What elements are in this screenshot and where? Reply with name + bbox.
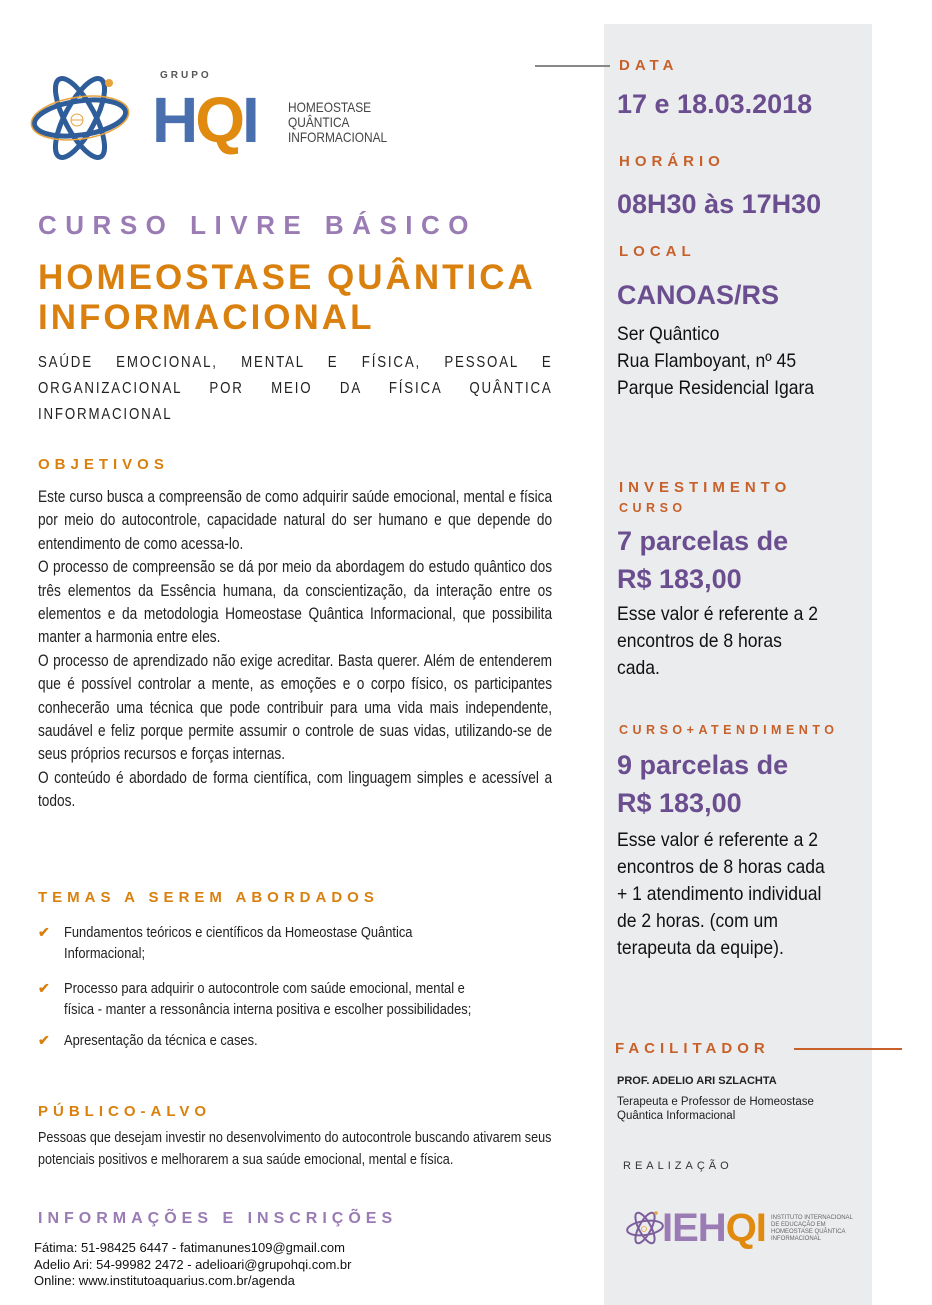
combo-note <box>617 827 825 962</box>
logo-letters <box>152 84 257 156</box>
list-item <box>38 922 558 964</box>
desc-line: Terapeuta e Professor de Homeostase <box>617 1096 814 1108</box>
note-line: encontros de 8 horas cada <box>617 856 825 878</box>
facilitador-label: FACILITADOR <box>615 1040 770 1057</box>
curso-note <box>617 601 818 682</box>
note-line: Esse valor é referente a 2 <box>617 829 818 851</box>
logo-letters-ieh: IEH <box>662 1206 726 1250</box>
list-item-text: Apresentação da técnica e cases. <box>64 1032 258 1049</box>
facilitador-desc <box>617 1095 814 1123</box>
logo-tagline <box>288 100 387 145</box>
realizacao-label: REALIZAÇÃO <box>623 1160 733 1172</box>
logo-letter-i: I <box>242 84 257 156</box>
paragraph: O processo de compreensão se dá por meio da abordagem do estudo quântico dos três elementos da Essência humana, da conscientização, da interação entre os elementos e da metodologia Homeostase Quântica Informacional, que possibilita manter a harmonia entre eles. <box>38 558 553 647</box>
course-subtitle: SAÚDE EMOCIONAL, MENTAL E FÍSICA, PESSOAL E ORGANIZACIONAL POR MEIO DA FÍSICA QUÂNTICA INFORMACIONAL <box>38 354 553 423</box>
publico-text: Pessoas que desejam investir no desenvolvimento do autocontrole buscando ativarem seus potenciais positivos e melhorarem a sua saúde emocional, mental e física. <box>38 1129 552 1168</box>
paragraph: O conteúdo é abordado de forma científica, com linguagem simples e acessível a todos. <box>38 768 553 811</box>
temas-list <box>38 922 558 1061</box>
tagline-line: DE EDUCAÇÃO EM <box>771 1222 826 1228</box>
price-line: R$ 183,00 <box>617 564 742 594</box>
course-kicker: CURSO LIVRE BÁSICO <box>38 210 478 240</box>
list-item <box>38 978 558 1020</box>
logo-tagline-line: HOMEOSTASE <box>288 99 372 115</box>
grupo-hqi-logo <box>30 70 388 165</box>
check-icon: ✔ <box>38 924 50 940</box>
note-line: cada. <box>617 657 660 679</box>
price-line: 9 parcelas de <box>617 750 789 780</box>
list-item-text: Fundamentos teóricos e científicos da Homeostase Quântica Informacional; <box>64 924 413 962</box>
address-line: Ser Quântico <box>617 323 720 345</box>
curso-label: CURSO <box>619 501 687 515</box>
note-line: encontros de 8 horas <box>617 630 782 652</box>
price-line: R$ 183,00 <box>617 788 742 818</box>
logo-tagline-line: QUÂNTICA <box>288 114 350 130</box>
note-line: Esse valor é referente a 2 <box>617 603 818 625</box>
atom-icon <box>625 1205 665 1251</box>
contact-line[interactable]: Online: www.institutoaquarius.com.br/agenda <box>34 1273 295 1288</box>
iehqi-letters <box>662 1205 766 1251</box>
tagline-line: INSTITUTO INTERNACIONAL <box>771 1215 853 1221</box>
contact-list <box>34 1240 351 1290</box>
objetivos-heading: OBJETIVOS <box>38 456 169 473</box>
local-value: CANOAS/RS <box>617 280 780 310</box>
contact-line[interactable]: Fátima: 51-98425 6447 - fatimanunes109@gmail.com <box>34 1240 345 1255</box>
logo-letters-qi: QI <box>725 1206 766 1250</box>
title-line: INFORMACIONAL <box>38 298 375 337</box>
info-heading: INFORMAÇÕES E INSCRIÇÕES <box>38 1210 398 1227</box>
note-line: terapeuta da equipe). <box>617 937 784 959</box>
paragraph: O processo de aprendizado não exige acreditar. Basta querer. Além de entenderem que é possível controlar a mente, as emoções e o corpo físico, os participantes conhecerão uma técnica que pode contribuir para uma vida mais independente, saudável e feliz porque permite assumir o controle de suas vidas, utilizando-se de seus próprios recursos e forças internas. <box>38 651 553 764</box>
check-icon: ✔ <box>38 980 50 996</box>
paragraph: Este curso busca a compreensão de como adquirir saúde emocional, mental e física por meio do autocontrole, capacidade natural do ser humano e que depende do entendimento de como acessa-lo. <box>38 488 553 553</box>
contact-line[interactable]: Adelio Ari: 54-99982 2472 - adelioari@grupohqi.com.br <box>34 1256 352 1272</box>
logo-tagline-line: INFORMACIONAL <box>288 129 388 145</box>
iehqi-tagline <box>771 1215 853 1243</box>
data-value: 17 e 18.03.2018 <box>617 89 813 119</box>
desc-line: Quântica Informacional <box>617 1110 736 1122</box>
publico-heading: PÚBLICO-ALVO <box>38 1103 212 1120</box>
iehqi-logo <box>625 1205 853 1255</box>
investimento-label: INVESTIMENTO <box>619 479 792 496</box>
tagline-line: HOMEOSTASE QUÂNTICA <box>771 1229 846 1235</box>
title-line: HOMEOSTASE QUÂNTICA <box>38 258 536 297</box>
horario-label: HORÁRIO <box>619 153 725 170</box>
objetivos-block <box>38 486 552 814</box>
tagline-line: INFORMACIONAL <box>771 1236 822 1242</box>
check-icon: ✔ <box>38 1032 50 1048</box>
divider-line <box>794 1048 902 1050</box>
logo-letter-q: Q <box>195 84 242 156</box>
horario-value: 08H30 às 17H30 <box>617 189 822 219</box>
facilitador-name: PROF. ADELIO ARI SZLACHTA <box>617 1075 777 1087</box>
atom-icon <box>30 70 140 165</box>
address-line: Rua Flamboyant, nº 45 <box>617 350 797 372</box>
course-title <box>38 258 598 338</box>
combo-label: CURSO+ATENDIMENTO <box>619 723 839 737</box>
logo-grupo-label: GRUPO <box>160 70 212 81</box>
course-subtitle-block <box>38 350 553 428</box>
list-item <box>38 1030 558 1051</box>
combo-price <box>617 746 788 822</box>
note-line: + 1 atendimento individual <box>617 883 822 905</box>
temas-heading: TEMAS A SEREM ABORDADOS <box>38 889 379 906</box>
publico-block <box>38 1127 558 1171</box>
price-line: 7 parcelas de <box>617 526 789 556</box>
note-line: de 2 horas. (com um <box>617 910 778 932</box>
divider-line <box>535 65 610 67</box>
local-label: LOCAL <box>619 243 696 260</box>
objetivos-body <box>38 486 552 814</box>
logo-letter-h: H <box>152 84 196 156</box>
address-line: Parque Residencial Igara <box>617 377 815 399</box>
address <box>617 321 814 402</box>
curso-price <box>617 522 788 598</box>
data-label: DATA <box>619 57 679 74</box>
list-item-text: Processo para adquirir o autocontrole com saúde emocional, mental e física - manter a ressonância interna positiva e escolher possibilidades; <box>64 980 472 1018</box>
